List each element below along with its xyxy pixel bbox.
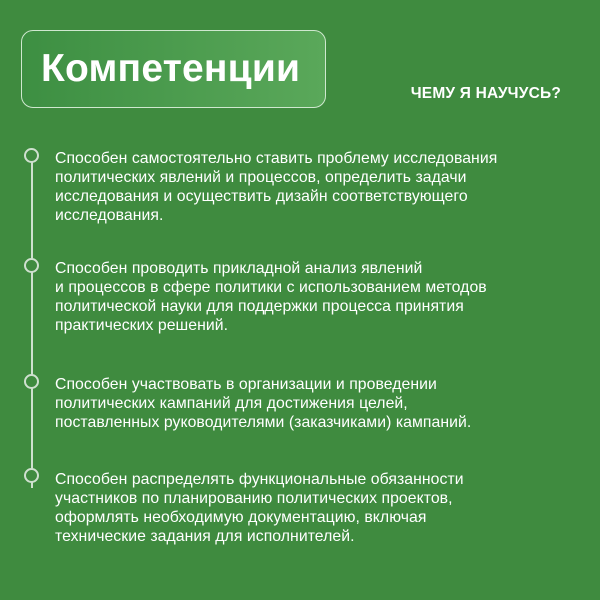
competency-line: и процессов в сфере политики с использованием методов bbox=[55, 279, 487, 296]
competency-item bbox=[55, 149, 570, 225]
competency-item bbox=[55, 259, 570, 335]
title-box bbox=[21, 30, 326, 108]
competency-line: участников по планированию политических проектов, bbox=[55, 490, 453, 507]
competency-line: политических явлений и процессов, определить задачи bbox=[55, 169, 467, 186]
timeline-line bbox=[31, 158, 33, 488]
competency-line: Способен проводить прикладной анализ явлений bbox=[55, 260, 423, 277]
competency-line: практических решений. bbox=[55, 317, 229, 334]
competency-line: Способен распределять функциональные обязанности bbox=[55, 471, 464, 488]
competency-item bbox=[55, 470, 570, 546]
competency-line: Способен самостоятельно ставить проблему исследования bbox=[55, 150, 498, 167]
page-subtitle: ЧЕМУ Я НАУЧУСЬ? bbox=[410, 85, 561, 102]
competency-line: исследования и осуществить дизайн соответствующего bbox=[55, 188, 468, 205]
competency-item bbox=[55, 375, 570, 432]
timeline-dot bbox=[24, 148, 39, 163]
competency-line: поставленных руководителями (заказчиками) кампаний. bbox=[55, 414, 472, 431]
page-title: Компетенции bbox=[41, 47, 301, 90]
competency-line: Способен участвовать в организации и проведении bbox=[55, 376, 437, 393]
competency-line: политических кампаний для достижения целей, bbox=[55, 395, 408, 412]
competency-line: оформлять необходимую документацию, включая bbox=[55, 509, 427, 526]
timeline-dot bbox=[24, 374, 39, 389]
competency-line: технические задания для исполнителей. bbox=[55, 528, 355, 545]
competency-line: политической науки для поддержки процесса принятия bbox=[55, 298, 464, 315]
competency-line: исследования. bbox=[55, 207, 164, 224]
timeline-dot bbox=[24, 468, 39, 483]
timeline-dot bbox=[24, 258, 39, 273]
